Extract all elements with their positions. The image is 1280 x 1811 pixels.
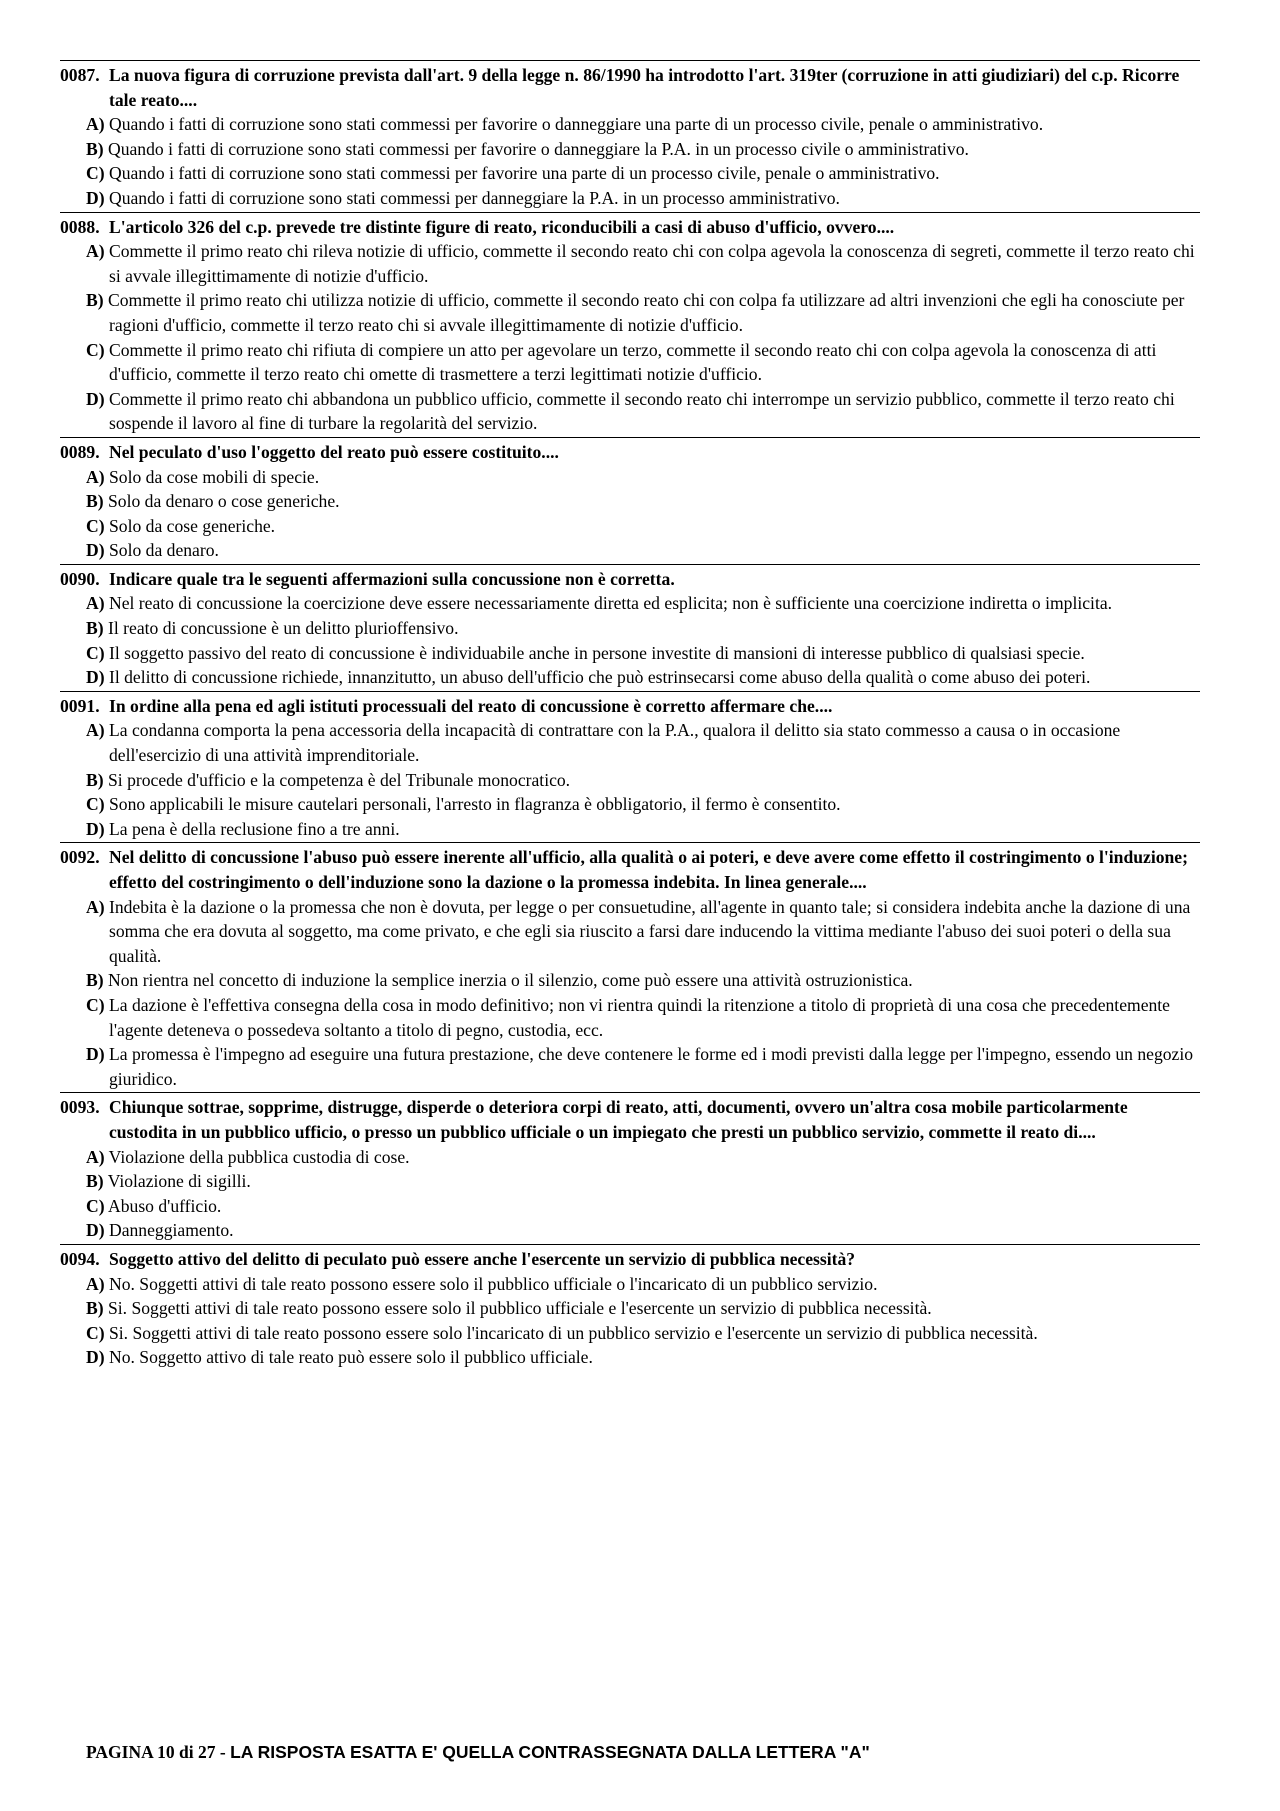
option-b	[60, 616, 1200, 641]
option-b	[60, 968, 1200, 993]
option-letter: C)	[86, 515, 105, 536]
option-letter: A)	[86, 720, 105, 741]
question-number: 0093.	[60, 1097, 100, 1118]
option-text: Violazione della pubblica custodia di cose.	[108, 1146, 410, 1167]
option-d	[60, 817, 1200, 842]
question-stem: In ordine alla pena ed agli istituti processuali del reato di concussione è corretto affermare che....	[109, 695, 833, 716]
option-text: Il reato di concussione è un delitto plurioffensivo.	[108, 618, 459, 639]
option-letter: D)	[86, 818, 105, 839]
option-letter: A)	[86, 1273, 105, 1294]
option-d	[60, 387, 1200, 436]
question-text	[60, 440, 1200, 465]
option-a	[60, 1145, 1200, 1170]
option-text: La dazione è l'effettiva consegna della cosa in modo definitivo; non vi rientra quindi la ritenzione a titolo di proprietà di una cosa che precedentemente l'agente deteneva o possedeva soltanto a titolo di pegno, custodia, ecc.	[108, 994, 1170, 1040]
option-letter: D)	[86, 540, 105, 561]
option-text: Quando i fatti di corruzione sono stati commessi per favorire una parte di un processo civile, penale o amministrativo.	[108, 163, 940, 184]
option-letter: D)	[86, 388, 105, 409]
page-number-label: PAGINA 10 di 27 -	[86, 1742, 231, 1762]
option-c	[60, 1321, 1200, 1346]
question-0093	[60, 1092, 1200, 1244]
question-number: 0091.	[60, 695, 100, 716]
question-0090	[60, 564, 1200, 691]
option-c	[60, 161, 1200, 186]
option-text: Si. Soggetti attivi di tale reato possono essere solo il pubblico ufficiale e l'esercente un servizio di pubblica necessità.	[108, 1298, 932, 1319]
page-footer	[86, 1742, 1226, 1763]
option-text: Indebita è la dazione o la promessa che non è dovuta, per legge o per consuetudine, all'agente in quanto tale; si considera indebita anche la dazione di una somma che era dovuta al soggetto, ma come privato, e che egli sia riuscito a farsi dare inducendo la vittima mediante l'abuso dei suoi poteri o della sua qualità.	[108, 896, 1191, 966]
option-b	[60, 288, 1200, 337]
option-text: Solo da denaro o cose generiche.	[108, 491, 340, 512]
option-text: Commette il primo reato chi rifiuta di compiere un atto per agevolare un terzo, commette il secondo reato chi con colpa agevola la conoscenza di atti d'ufficio, commette il terzo reato chi omette di trasmettere a terzi legittimati notizie d'ufficio.	[108, 339, 1157, 385]
option-letter: B)	[86, 138, 104, 159]
option-a	[60, 895, 1200, 969]
option-text: Danneggiamento.	[108, 1220, 234, 1241]
option-c	[60, 1194, 1200, 1219]
option-text: Solo da cose generiche.	[108, 515, 276, 536]
answer-key-note: LA RISPOSTA ESATTA E' QUELLA CONTRASSEGNATA DALLA LETTERA "A"	[230, 1742, 870, 1762]
question-0092	[60, 842, 1200, 1092]
question-text	[60, 1247, 1200, 1272]
option-letter: C)	[86, 994, 105, 1015]
option-c	[60, 792, 1200, 817]
option-letter: A)	[86, 593, 105, 614]
option-letter: C)	[86, 1322, 105, 1343]
option-b	[60, 489, 1200, 514]
question-0089	[60, 437, 1200, 564]
question-text	[60, 63, 1200, 112]
option-text: Si procede d'ufficio e la competenza è del Tribunale monocratico.	[108, 769, 571, 790]
option-text: Abuso d'ufficio.	[108, 1195, 222, 1216]
option-text: Commette il primo reato chi abbandona un pubblico ufficio, commette il secondo reato chi interrompe un servizio pubblico, commette il terzo reato chi sospende il lavoro al fine di turbare la regolarità del servizio.	[108, 388, 1175, 434]
option-a	[60, 591, 1200, 616]
question-number: 0089.	[60, 441, 100, 462]
option-text: Violazione di sigilli.	[107, 1171, 251, 1192]
option-d	[60, 1042, 1200, 1091]
question-stem: La nuova figura di corruzione prevista dall'art. 9 della legge n. 86/1990 ha introdotto l'art. 319ter (corruzione in atti giudiziari) del c.p. Ricorre tale reato....	[109, 65, 1180, 110]
option-text: Si. Soggetti attivi di tale reato possono essere solo l'incaricato di un pubblico servizio e l'esercente un servizio di pubblica necessità.	[108, 1322, 1038, 1343]
option-a	[60, 112, 1200, 137]
option-letter: B)	[86, 1171, 104, 1192]
option-b	[60, 137, 1200, 162]
question-number: 0092.	[60, 847, 100, 868]
option-d	[60, 1345, 1200, 1370]
option-text: Quando i fatti di corruzione sono stati commessi per favorire o danneggiare la P.A. in un processo civile o amministrativo.	[108, 138, 969, 159]
option-letter: A)	[86, 241, 105, 262]
option-letter: C)	[86, 163, 105, 184]
question-stem: L'articolo 326 del c.p. prevede tre distinte figure di reato, riconducibili a casi di abuso d'ufficio, ovvero....	[109, 216, 895, 237]
question-0094	[60, 1244, 1200, 1371]
question-number: 0090.	[60, 568, 100, 589]
question-number: 0088.	[60, 216, 100, 237]
option-d	[60, 1218, 1200, 1243]
question-text	[60, 694, 1200, 719]
question-text	[60, 215, 1200, 240]
option-letter: D)	[86, 667, 105, 688]
option-letter: B)	[86, 1298, 104, 1319]
option-a	[60, 718, 1200, 767]
option-letter: A)	[86, 466, 105, 487]
option-b	[60, 1169, 1200, 1194]
option-text: Il delitto di concussione richiede, innanzitutto, un abuso dell'ufficio che può estrinsecarsi come abuso della qualità o come abuso dei poteri.	[108, 667, 1091, 688]
question-0087	[60, 60, 1200, 212]
question-stem: Soggetto attivo del delitto di peculato può essere anche l'esercente un servizio di pubblica necessità?	[109, 1248, 856, 1269]
option-a	[60, 1272, 1200, 1297]
option-b	[60, 768, 1200, 793]
option-letter: B)	[86, 290, 104, 311]
option-text: Sono applicabili le misure cautelari personali, l'arresto in flagranza è obbligatorio, il fermo è consentito.	[108, 794, 841, 815]
option-letter: C)	[86, 642, 105, 663]
option-letter: B)	[86, 618, 104, 639]
option-text: La promessa è l'impegno ad eseguire una futura prestazione, che deve contenere le forme ed i modi previsti dalla legge per l'impegno, essendo un negozio giuridico.	[108, 1044, 1194, 1089]
option-text: La condanna comporta la pena accessoria della incapacità di contrattare con la P.A., qualora il delitto sia stato commesso a causa o in occasione dell'esercizio di una attività imprenditoriale.	[108, 720, 1121, 766]
option-letter: A)	[86, 1146, 105, 1167]
option-text: Commette il primo reato chi rileva notizie di ufficio, commette il secondo reato chi con colpa agevola la conoscenza di segreti, commette il terzo reato chi si avvale illegittimamente di notizie d'ufficio.	[108, 241, 1195, 286]
question-number: 0094.	[60, 1248, 100, 1269]
option-text: No. Soggetto attivo di tale reato può essere solo il pubblico ufficiale.	[108, 1347, 593, 1368]
option-d	[60, 186, 1200, 211]
option-d	[60, 665, 1200, 690]
option-letter: C)	[86, 339, 105, 360]
option-letter: C)	[86, 1195, 105, 1216]
option-letter: C)	[86, 794, 105, 815]
question-text	[60, 1095, 1200, 1144]
question-0088	[60, 212, 1200, 437]
option-c	[60, 993, 1200, 1042]
option-text: Il soggetto passivo del reato di concussione è individuabile anche in persone investite di mansioni di interesse pubblico di qualsiasi specie.	[108, 642, 1085, 663]
option-a	[60, 239, 1200, 288]
option-text: Solo da cose mobili di specie.	[108, 466, 320, 487]
question-text	[60, 567, 1200, 592]
option-letter: D)	[86, 187, 105, 208]
option-d	[60, 538, 1200, 563]
option-letter: A)	[86, 114, 105, 135]
option-text: Solo da denaro.	[108, 540, 219, 561]
question-list	[60, 60, 1200, 1371]
option-letter: D)	[86, 1044, 105, 1065]
option-c	[60, 338, 1200, 387]
option-letter: A)	[86, 896, 105, 917]
option-letter: B)	[86, 769, 104, 790]
question-text	[60, 845, 1200, 894]
option-text: Commette il primo reato chi utilizza notizie di ufficio, commette il secondo reato chi con colpa fa utilizzare ad altri invenzioni che egli ha conosciute per ragioni d'ufficio, commette il terzo reato chi si avvale illegittimamente di notizie d'ufficio.	[108, 290, 1185, 335]
question-number: 0087.	[60, 65, 100, 85]
option-a	[60, 465, 1200, 490]
option-text: Quando i fatti di corruzione sono stati commessi per favorire o danneggiare una parte di un processo civile, penale o amministrativo.	[108, 114, 1044, 135]
option-text: La pena è della reclusione fino a tre anni.	[108, 818, 400, 839]
question-0091	[60, 691, 1200, 843]
option-letter: B)	[86, 970, 104, 991]
question-stem: Nel peculato d'uso l'oggetto del reato può essere costituito....	[109, 441, 559, 462]
option-c	[60, 641, 1200, 666]
option-letter: B)	[86, 491, 104, 512]
option-text: Quando i fatti di corruzione sono stati commessi per danneggiare la P.A. in un processo amministrativo.	[108, 187, 840, 208]
question-stem: Chiunque sottrae, sopprime, distrugge, disperde o deteriora corpi di reato, atti, documenti, ovvero un'altra cosa mobile particolarmente custodita in un pubblico ufficio, o presso un pubblico ufficiale o un impiegato che presti un pubblico servizio, commette il reato di....	[109, 1097, 1128, 1142]
option-c	[60, 514, 1200, 539]
question-stem: Indicare quale tra le seguenti affermazioni sulla concussione non è corretta.	[109, 568, 675, 589]
option-letter: D)	[86, 1347, 105, 1368]
question-stem: Nel delitto di concussione l'abuso può essere inerente all'ufficio, alla qualità o ai poteri, e deve avere come effetto il costringimento o l'induzione; effetto del costringimento o dell'induzione sono la dazione o la promessa indebita. In linea generale....	[109, 847, 1188, 892]
option-letter: D)	[86, 1220, 105, 1241]
option-text: Non rientra nel concetto di induzione la semplice inerzia o il silenzio, come può essere una attività ostruzionistica.	[108, 970, 913, 991]
option-text: Nel reato di concussione la coercizione deve essere necessariamente diretta ed esplicita; non è sufficiente una coercizione indiretta o implicita.	[108, 593, 1113, 614]
option-b	[60, 1296, 1200, 1321]
option-text: No. Soggetti attivi di tale reato possono essere solo il pubblico ufficiale o l'incaricato di un pubblico servizio.	[108, 1273, 878, 1294]
